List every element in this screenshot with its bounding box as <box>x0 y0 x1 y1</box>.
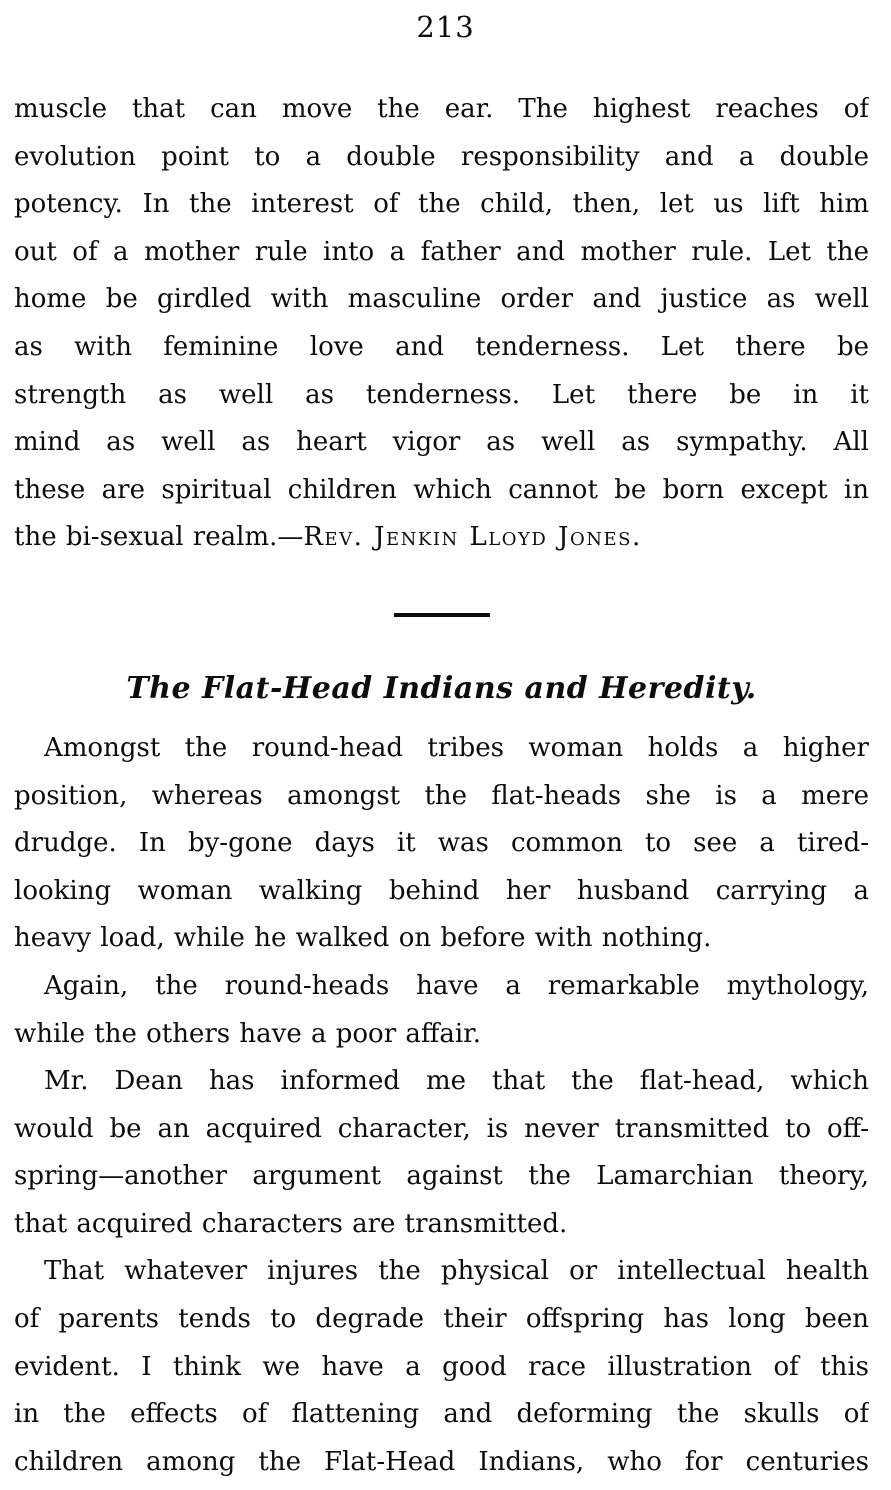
text-line: would be an acquired character, is never transmitted to off- <box>14 1113 869 1144</box>
text-line: evident. I think we have a good race illustration of this <box>14 1351 869 1382</box>
text-line-with-attribution <box>14 514 869 562</box>
text-line: Again, the round-heads have a remarkable mythology, <box>44 970 869 1001</box>
intro-paragraph <box>14 86 869 562</box>
text-line: position, whereas amongst the flat-heads she is a mere <box>14 780 869 811</box>
text-line: muscle that can move the ear. The highest reaches of <box>14 94 869 124</box>
text-line: Mr. Dean has informed me that the flat-head, which <box>44 1066 869 1097</box>
text-line: mind as well as heart vigor as well as sympathy. All <box>14 427 869 458</box>
closing-text: the bi-sexual realm.— <box>14 522 304 553</box>
text-line: out of a mother rule into a father and mother rule. Let the <box>14 236 869 267</box>
text-line: Amongst the round-head tribes woman holds a higher <box>44 732 869 763</box>
text-line: evolution point to a double responsibility and a double <box>14 141 869 172</box>
text-line: That whatever injures the physical or intellectual health <box>44 1256 869 1287</box>
text-line: spring—another argument against the Lamarchian theory, <box>14 1161 869 1192</box>
text-line: drudge. In by-gone days it was common to see a tired- <box>14 828 869 859</box>
text-line: looking woman walking behind her husband carrying a <box>14 875 869 906</box>
section-divider-rule <box>394 613 490 617</box>
article-heading: The Flat-Head Indians and Heredity. <box>126 670 757 706</box>
page-number: 213 <box>416 10 475 44</box>
page-body <box>0 86 891 1486</box>
text-line: children among the Flat-Head Indians, who for centuries <box>14 1446 869 1477</box>
text-line: heavy load, while he walked on before with nothing. <box>14 923 712 954</box>
attribution: Rev. Jenkin Lloyd Jones. <box>303 522 642 553</box>
text-line: while the others have a poor affair. <box>14 1018 482 1049</box>
text-line: home be girdled with masculine order and justice as well <box>14 284 869 315</box>
text-line: in the effects of flattening and deforming the skulls of <box>14 1399 869 1430</box>
text-line: these are spiritual children which cannot be born except in <box>14 474 869 505</box>
text-line: as with feminine love and tenderness. Let there be <box>14 331 869 362</box>
paragraph <box>14 725 869 963</box>
text-line: that acquired characters are transmitted. <box>14 1208 568 1239</box>
paragraph <box>14 1248 869 1486</box>
text-line: of parents tends to degrade their offspring has long been <box>14 1304 869 1335</box>
paragraph <box>14 1058 869 1248</box>
paragraph <box>14 963 869 1058</box>
text-line: strength as well as tenderness. Let there be in it <box>14 379 869 410</box>
text-line: potency. In the interest of the child, then, let us lift him <box>14 189 869 220</box>
